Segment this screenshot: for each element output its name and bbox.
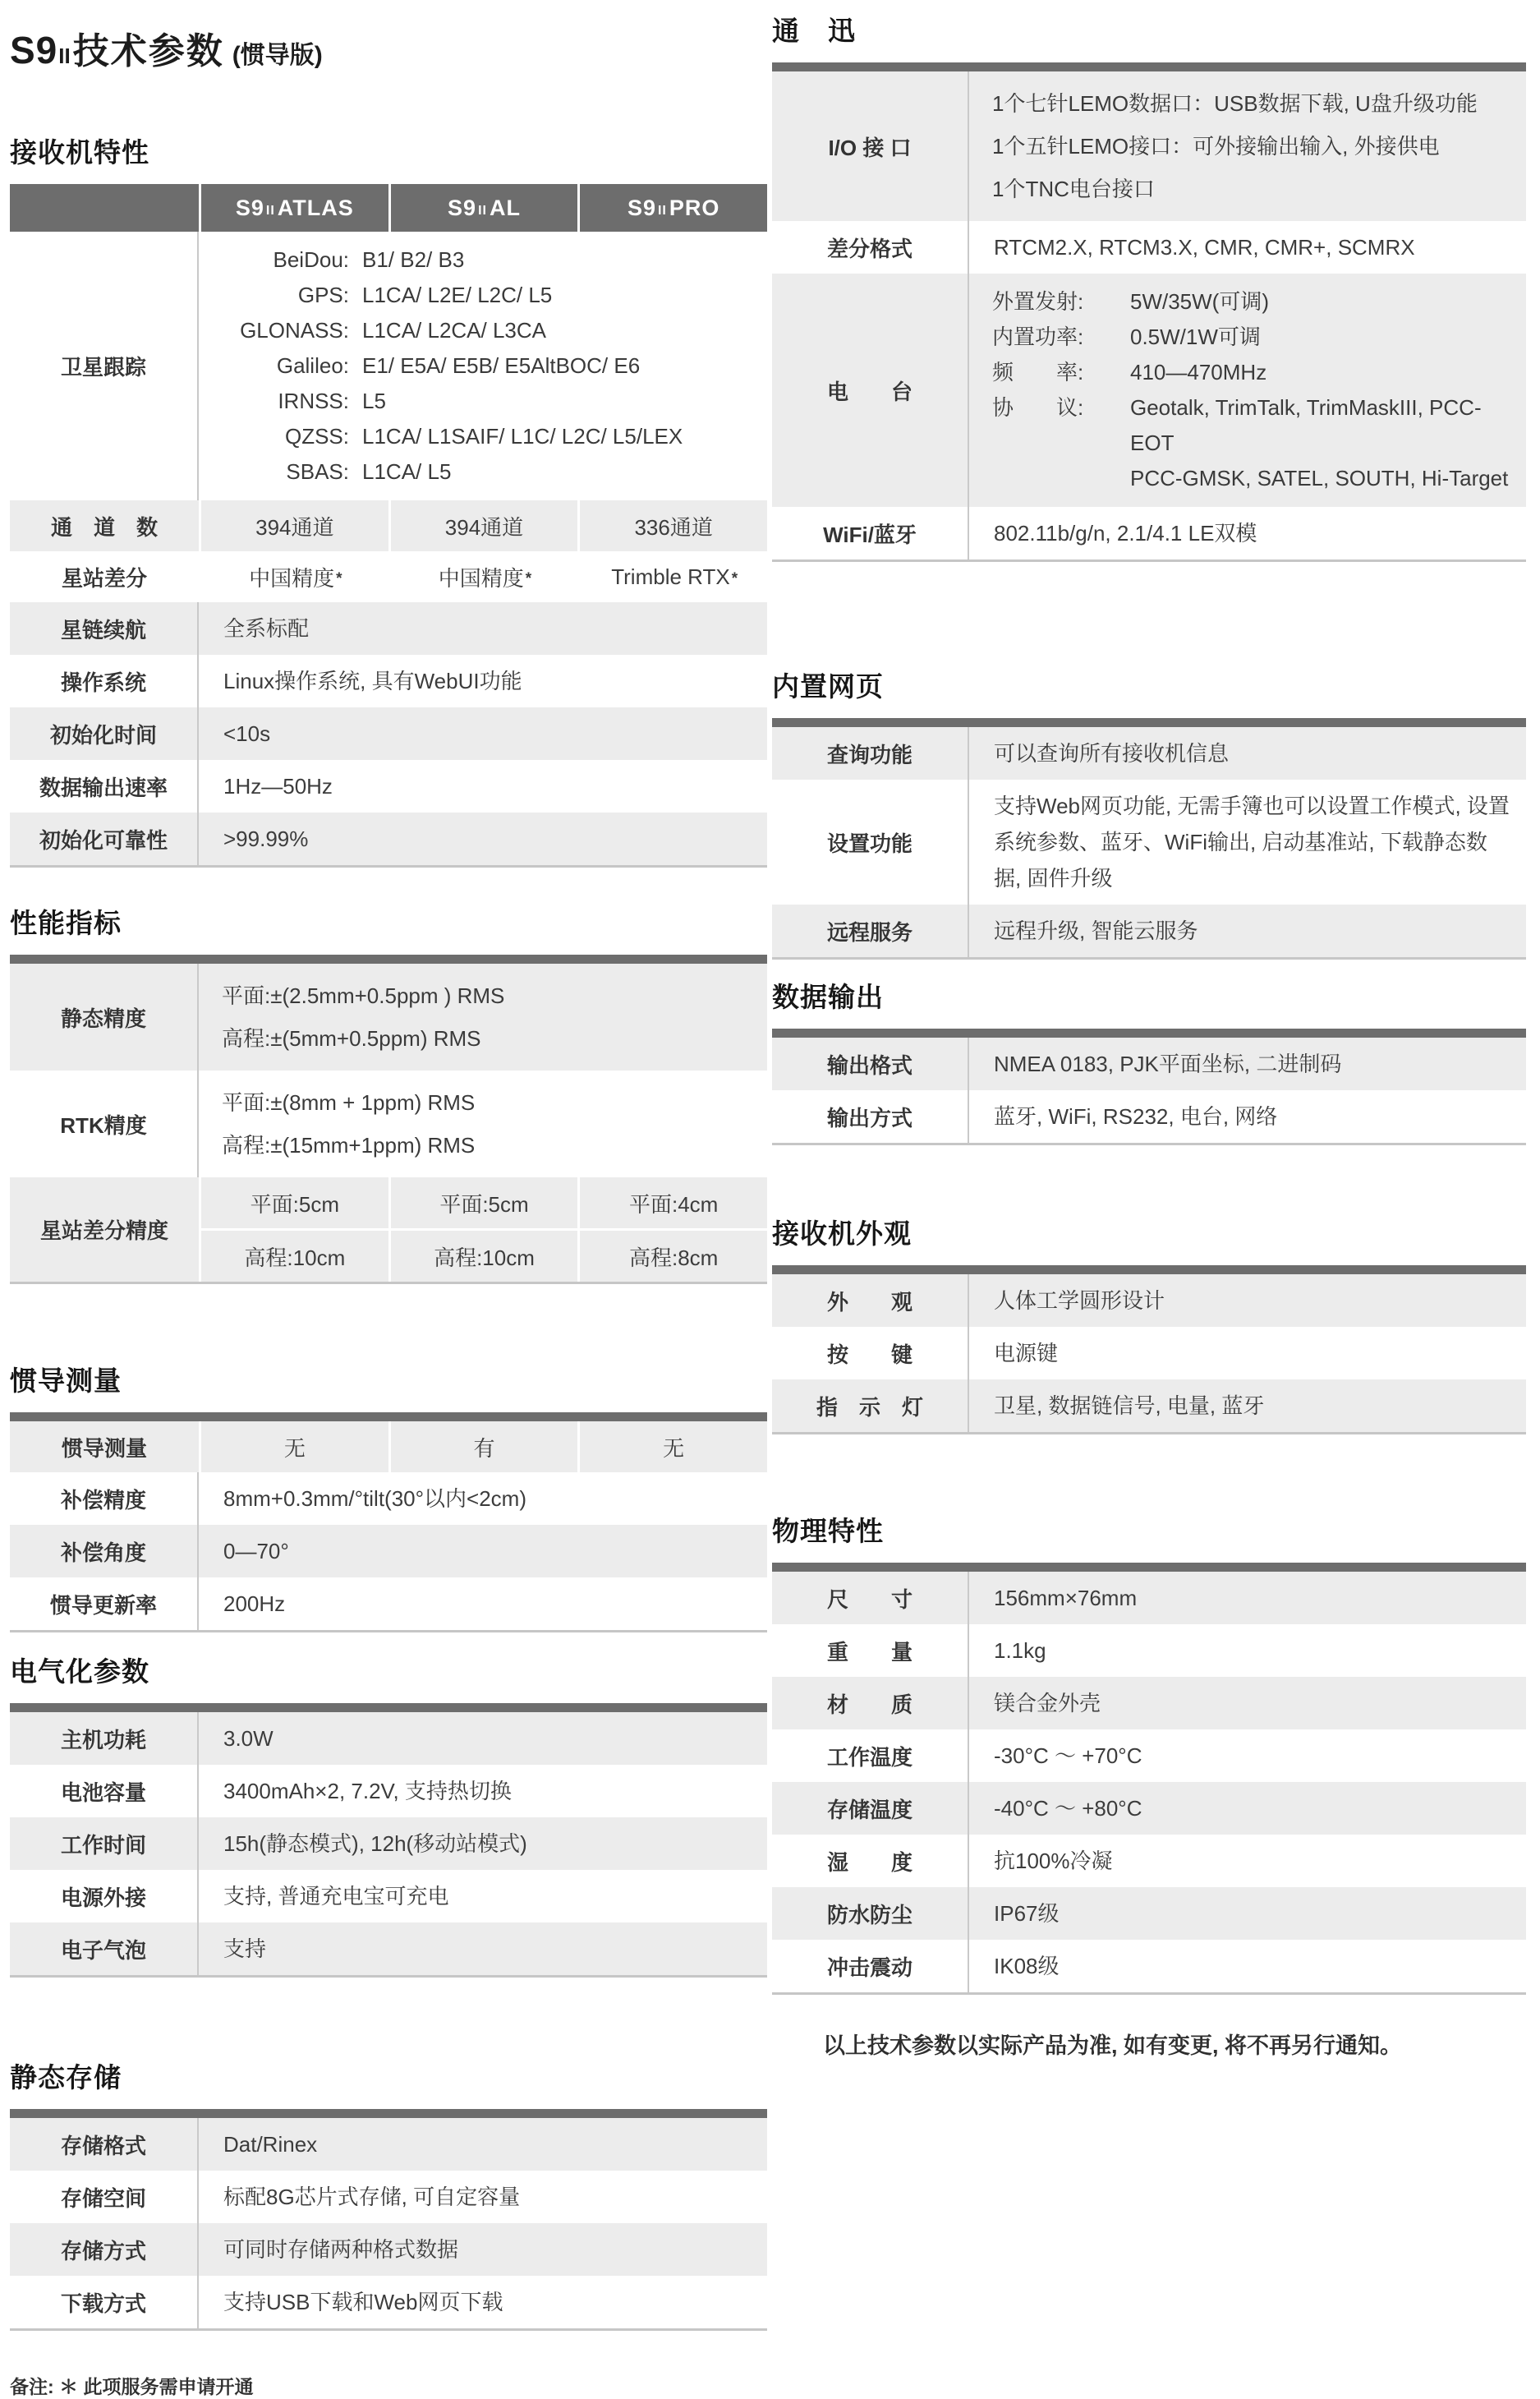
value-line: 高程:±(5mm+0.5ppm) RMS [222, 1026, 481, 1051]
row-label: 存储格式 [10, 2118, 199, 2171]
row-label: 指 示 灯 [772, 1379, 969, 1432]
row-label: 数据输出速率 [10, 760, 199, 813]
pair-row [222, 348, 759, 384]
section-heading-webui: 内置网页 [772, 671, 884, 702]
row-label: 操作系统 [10, 655, 199, 707]
column-value-cell [391, 551, 578, 602]
footnote-disclaimer: 以上技术参数以实际产品为准, 如有变更, 将不再另行通知。 [823, 2033, 1403, 2058]
data-output-table [772, 1029, 1526, 1145]
section-storage [10, 2056, 767, 2331]
section-heading-electrical: 电气化参数 [10, 1656, 149, 1687]
value-text: IP67级 [994, 1901, 1060, 1926]
row-value [969, 1274, 1526, 1327]
value-text: 镁合金外壳 [994, 1691, 1101, 1715]
row-label: 冲击震动 [772, 1940, 969, 1992]
section-heading-appearance: 接收机外观 [772, 1218, 912, 1249]
pair-value: L5 [362, 389, 386, 413]
row-value [199, 232, 767, 500]
value-pairs [969, 274, 1526, 507]
row-label: 通 道 数 [10, 500, 199, 551]
table-row [10, 602, 767, 655]
section-appearance [772, 1213, 1526, 1434]
section-electrical [10, 1651, 767, 1978]
footnote-service-note: 备注: ＊ 此项服务需申请开通 [10, 2376, 254, 2397]
row-label: I/O 接 口 [772, 71, 969, 221]
table-top-bar [10, 1703, 767, 1712]
grid-value-cell: 高程:10cm [201, 1231, 388, 1282]
row-label: 初始化时间 [10, 707, 199, 760]
table-row [772, 1835, 1526, 1887]
row-label: 存储空间 [10, 2171, 199, 2223]
value-text: 15h(静态模式), 12h(移动站模式) [223, 1831, 527, 1856]
value-text: NMEA 0183, PJK平面坐标, 二进制码 [994, 1052, 1342, 1076]
value-text: Dat/Rinex [223, 2132, 318, 2157]
table-row [772, 1887, 1526, 1940]
pair-value: PCC-GMSK, SATEL, SOUTH, Hi-Target [1130, 466, 1509, 490]
table-header-cell [391, 184, 578, 232]
value-text: -30°C ～ +70°C [994, 1743, 1142, 1768]
table-row [772, 507, 1526, 559]
value-text: 抗100%冷凝 [994, 1849, 1113, 1873]
row-value [969, 780, 1526, 905]
table-row [772, 1729, 1526, 1782]
pair-row [992, 355, 1518, 390]
table-row [10, 2171, 767, 2223]
table-row [10, 655, 767, 707]
row-label: 静态精度 [10, 964, 199, 1071]
table-row [10, 1525, 767, 1577]
model-variant: AL [489, 195, 521, 220]
section-data-output [772, 976, 1526, 1145]
grid-value-cell: 平面:5cm [201, 1177, 388, 1228]
value-text: 1Hz—50Hz [223, 774, 333, 799]
table-row [772, 274, 1526, 507]
value-line: 高程:±(15mm+1ppm) RMS [222, 1133, 476, 1158]
row-value [199, 655, 767, 707]
table-header-cell [580, 184, 767, 232]
receiver-features-table [10, 184, 767, 868]
model-roman: II [657, 204, 667, 218]
value-text: 0—70° [223, 1539, 289, 1563]
value-text: 卫星, 数据链信号, 电量, 蓝牙 [994, 1393, 1265, 1418]
value-text: 电源键 [994, 1341, 1059, 1365]
section-heading-comm: 通 迅 [772, 16, 856, 46]
row-label: 按 键 [772, 1327, 969, 1379]
section-performance [10, 902, 767, 1284]
table-row [772, 1782, 1526, 1835]
row-value [199, 1577, 767, 1630]
column-value-cell: 无 [201, 1421, 388, 1472]
pair-key: 内置功率: [992, 325, 1084, 349]
column-value-cell: 无 [580, 1421, 767, 1472]
value-text: 远程升级, 智能云服务 [994, 919, 1198, 943]
value-line: 平面:±(2.5mm+0.5ppm ) RMS [222, 983, 505, 1008]
row-value [969, 1729, 1526, 1782]
table-row [10, 232, 767, 500]
row-label: 下载方式 [10, 2276, 199, 2328]
value-text: 3400mAh×2, 7.2V, 支持热切换 [223, 1779, 512, 1803]
model-text: S9 [627, 195, 656, 220]
row-value [969, 1624, 1526, 1677]
table-row [10, 707, 767, 760]
value-text: 支持, 普通充电宝可充电 [223, 1884, 449, 1909]
row-label: 卫星跟踪 [10, 232, 199, 500]
row-value [969, 1782, 1526, 1835]
table-header-cell-empty [10, 184, 199, 232]
row-label: 工作时间 [10, 1817, 199, 1870]
column-value-cell: 有 [391, 1421, 578, 1472]
model-variant: PRO [669, 195, 720, 220]
table-row [772, 1624, 1526, 1677]
value-text: RTCM2.X, RTCM3.X, CMR, CMR+, SCMRX [994, 235, 1415, 260]
table-top-bar [10, 2109, 767, 2118]
row-label: 存储温度 [772, 1782, 969, 1835]
row-label: 星站差分精度 [10, 1177, 199, 1282]
pair-row [222, 313, 759, 348]
value-text: 1.1kg [994, 1638, 1046, 1663]
row-value [199, 1765, 767, 1817]
performance-table [10, 955, 767, 1284]
grid-value-cell: 平面:5cm [391, 1177, 578, 1228]
table-row [10, 964, 767, 1071]
webui-table [772, 718, 1526, 960]
table-row [10, 1765, 767, 1817]
row-label: RTK精度 [10, 1071, 199, 1177]
row-value [969, 905, 1526, 957]
row-label: 星站差分 [10, 551, 199, 602]
row-label: 电 台 [772, 274, 969, 507]
table-row [772, 780, 1526, 905]
row-value [199, 2276, 767, 2328]
row-label: 补偿精度 [10, 1472, 199, 1525]
section-comm [772, 10, 1526, 562]
pair-value: 5W/35W(可调) [1130, 289, 1270, 314]
pair-key: GPS: [297, 283, 349, 307]
section-heading-data-output: 数据输出 [772, 982, 884, 1012]
table-row [10, 813, 767, 865]
pair-row [222, 242, 759, 278]
footnote-star-icon: * [525, 569, 532, 587]
table-row [10, 1870, 767, 1922]
row-value [969, 1327, 1526, 1379]
cell-text: Trimble RTX [611, 564, 730, 589]
cell-text: 中国精度 [438, 565, 524, 591]
row-label: 初始化可靠性 [10, 813, 199, 865]
section-heading-receiver-features: 接收机特性 [10, 137, 149, 168]
cell-text: 中国精度 [249, 565, 335, 591]
value-text: -40°C ～ +80°C [994, 1796, 1142, 1821]
row-label: 输出方式 [772, 1090, 969, 1143]
column-value-cell [580, 551, 767, 602]
value-line: 1个七针LEMO数据口：USB数据下载, U盘升级功能 [992, 91, 1478, 116]
pair-key: BeiDou: [273, 247, 349, 272]
value-text: 支持USB下载和Web网页下载 [223, 2290, 503, 2314]
row-label: 存储方式 [10, 2223, 199, 2276]
pair-value: L1CA/ L2CA/ L3CA [362, 318, 547, 343]
value-lines [199, 964, 517, 1071]
table-header-row [10, 184, 767, 232]
section-receiver-features [10, 131, 767, 868]
value-text: 人体工学圆形设计 [994, 1288, 1165, 1313]
table-top-bar [772, 62, 1526, 71]
table-row [772, 1677, 1526, 1729]
pair-key: GLONASS: [240, 318, 349, 343]
row-value [969, 1677, 1526, 1729]
value-text: 可同时存储两种格式数据 [223, 2237, 459, 2262]
row-label: 材 质 [772, 1677, 969, 1729]
pair-row [992, 390, 1518, 461]
row-label: 惯导测量 [10, 1421, 199, 1472]
row-value [969, 274, 1526, 507]
section-heading-physical: 物理特性 [772, 1516, 884, 1546]
pair-key: 协 议: [992, 395, 1084, 420]
table-row [10, 551, 767, 602]
value-text: 802.11b/g/n, 2.1/4.1 LE双模 [994, 521, 1257, 546]
electrical-table [10, 1703, 767, 1978]
row-value [969, 71, 1526, 221]
row-label: 防水防尘 [772, 1887, 969, 1940]
model-text: S9 [235, 195, 264, 220]
pair-value: L1CA/ L5 [362, 459, 452, 484]
pair-value: 0.5W/1W可调 [1130, 325, 1261, 349]
table-top-bar [772, 718, 1526, 727]
value-text: >99.99% [223, 827, 309, 851]
row-value [199, 1472, 767, 1525]
page-title [10, 21, 767, 74]
value-text: 156mm×76mm [994, 1586, 1138, 1610]
table-row [772, 1090, 1526, 1143]
row-value [969, 1835, 1526, 1887]
value-text: IK08级 [994, 1954, 1060, 1978]
value-text: 200Hz [223, 1591, 286, 1616]
row-value [969, 507, 1526, 559]
value-text: <10s [223, 721, 271, 746]
row-value [199, 813, 767, 865]
model-roman: II [265, 204, 275, 218]
value-text: Linux操作系统, 具有WebUI功能 [223, 669, 522, 693]
storage-table [10, 2109, 767, 2331]
table-row [10, 1712, 767, 1765]
table-top-bar [772, 1029, 1526, 1038]
table-top-bar [10, 955, 767, 964]
value-lines [199, 1071, 488, 1177]
page-title-edition: (惯导版) [232, 42, 323, 69]
row-label: 湿 度 [772, 1835, 969, 1887]
row-label: 外 观 [772, 1274, 969, 1327]
row-label: 尺 寸 [772, 1572, 969, 1624]
pair-value: E1/ E5A/ E5B/ E5AltBOC/ E6 [362, 353, 641, 378]
grid-value-cell: 高程:10cm [391, 1231, 578, 1282]
pair-key: IRNSS: [278, 389, 349, 413]
row-value [199, 1525, 767, 1577]
row-value [199, 1071, 767, 1177]
row-label: 重 量 [772, 1624, 969, 1677]
model-roman: II [478, 204, 487, 218]
row-value [969, 1887, 1526, 1940]
pair-key [992, 461, 1125, 496]
row-value [199, 707, 767, 760]
table-row [10, 1472, 767, 1525]
value-line: 1个五针LEMO接口：可外接输出输入, 外接供电 [992, 134, 1440, 159]
row-value [199, 1922, 767, 1975]
row-value [199, 1870, 767, 1922]
value-line: 1个TNC电台接口 [992, 177, 1155, 201]
table-row [772, 1572, 1526, 1624]
pair-row [992, 284, 1518, 320]
table-row [10, 1421, 767, 1472]
row-label: 电子气泡 [10, 1922, 199, 1975]
section-heading-ins: 惯导测量 [10, 1365, 122, 1396]
column-value-cell [201, 551, 388, 602]
row-value [969, 1572, 1526, 1624]
value-text: 可以查询所有接收机信息 [994, 741, 1230, 766]
value-text: 8mm+0.3mm/°tilt(30°以内<2cm) [223, 1486, 526, 1511]
pair-value: Geotalk, TrimTalk, TrimMaskIII, PCC-EOT [1130, 395, 1482, 455]
pair-value: B1/ B2/ B3 [362, 247, 465, 272]
table-row [10, 1577, 767, 1630]
table-row [772, 1379, 1526, 1432]
model-variant: ATLAS [277, 195, 354, 220]
table-top-bar [772, 1265, 1526, 1274]
pair-row [222, 454, 759, 490]
section-heading-performance: 性能指标 [10, 908, 122, 938]
row-value [969, 1090, 1526, 1143]
table-row [10, 760, 767, 813]
table-row [772, 1038, 1526, 1090]
row-label: 补偿角度 [10, 1525, 199, 1577]
pair-key: 频 率: [992, 360, 1084, 384]
ins-table [10, 1412, 767, 1632]
right-column [772, 0, 1526, 2060]
left-column [10, 0, 767, 2399]
pair-row [992, 461, 1518, 496]
value-text: 支持Web网页功能, 无需手簿也可以设置工作模式, 设置系统参数、蓝牙、WiFi输出, 启动基准站, 下载静态数据, 固件升级 [994, 794, 1510, 891]
value-text: 3.0W [223, 1726, 274, 1751]
row-label: 惯导更新率 [10, 1577, 199, 1630]
column-value-cell: 394通道 [201, 500, 388, 551]
row-label: 电池容量 [10, 1765, 199, 1817]
row-value [199, 1817, 767, 1870]
row-label: 差分格式 [772, 221, 969, 274]
footnote-star-icon: * [731, 569, 738, 587]
row-value [199, 964, 767, 1071]
row-value [969, 1379, 1526, 1432]
table-row [10, 2276, 767, 2328]
table-row [10, 500, 767, 551]
table-row [772, 1940, 1526, 1992]
pair-value: L1CA/ L1SAIF/ L1C/ L2C/ L5/LEX [362, 424, 683, 449]
row-label: 输出格式 [772, 1038, 969, 1090]
column-value-cell: 336通道 [580, 500, 767, 551]
table-row [772, 905, 1526, 957]
column-value-cell: 394通道 [391, 500, 578, 551]
pair-value: 410—470MHz [1130, 360, 1267, 384]
value-line: 平面:±(8mm + 1ppm) RMS [222, 1090, 476, 1115]
pair-key: SBAS: [286, 459, 349, 484]
grid-value-cell: 高程:8cm [580, 1231, 767, 1282]
pair-key: QZSS: [284, 424, 349, 449]
row-label: 远程服务 [772, 905, 969, 957]
pair-key: 外置发射: [992, 289, 1084, 314]
pair-row [222, 278, 759, 313]
row-value [969, 1940, 1526, 1992]
footnote-star-icon: * [336, 569, 342, 587]
row-value [199, 1712, 767, 1765]
value-text: 蓝牙, WiFi, RS232, 电台, 网络 [994, 1104, 1278, 1129]
row-label: 设置功能 [772, 780, 969, 905]
row-value [969, 727, 1526, 780]
table-row [10, 2118, 767, 2171]
row-label: 工作温度 [772, 1729, 969, 1782]
table-row [772, 1327, 1526, 1379]
model-text: S9 [448, 195, 477, 220]
table-row [10, 1817, 767, 1870]
table-row [10, 2223, 767, 2276]
row-value [199, 2118, 767, 2171]
comm-table [772, 62, 1526, 562]
pair-row [992, 320, 1518, 355]
section-heading-storage: 静态存储 [10, 2062, 122, 2093]
row-label: 主机功耗 [10, 1712, 199, 1765]
pair-key: Galileo: [276, 353, 349, 378]
section-ins [10, 1360, 767, 1632]
physical-table [772, 1563, 1526, 1995]
appearance-table [772, 1265, 1526, 1434]
value-lines [969, 71, 1491, 221]
page-title-text: 技术参数 [72, 31, 224, 71]
value-pairs [199, 232, 767, 500]
table-row [10, 1177, 767, 1282]
table-top-bar [772, 1563, 1526, 1572]
table-row [772, 71, 1526, 221]
pair-row [222, 384, 759, 419]
row-value [199, 602, 767, 655]
section-webui [772, 665, 1526, 960]
row-label: 查询功能 [772, 727, 969, 780]
row-value [199, 2171, 767, 2223]
page-title-model: S9 [10, 29, 58, 71]
row-label: 电源外接 [10, 1870, 199, 1922]
table-row [772, 727, 1526, 780]
row-label: WiFi/蓝牙 [772, 507, 969, 559]
table-row [772, 1274, 1526, 1327]
table-row [10, 1071, 767, 1177]
row-value [969, 221, 1526, 274]
table-top-bar [10, 1412, 767, 1421]
row-label: 星链续航 [10, 602, 199, 655]
pair-value: L1CA/ L2E/ L2C/ L5 [362, 283, 553, 307]
row-value [199, 760, 767, 813]
row-value [969, 1038, 1526, 1090]
value-text: 支持 [223, 1936, 267, 1961]
row-value [199, 2223, 767, 2276]
table-row [10, 1922, 767, 1975]
pair-row [222, 419, 759, 454]
table-header-cell [201, 184, 388, 232]
section-physical [772, 1510, 1526, 1995]
grid-value-cell: 平面:4cm [580, 1177, 767, 1228]
table-row [772, 221, 1526, 274]
page-title-roman-numeral: II [58, 44, 71, 68]
value-text: 标配8G芯片式存储, 可自定容量 [223, 2185, 521, 2209]
value-text: 全系标配 [223, 616, 310, 641]
